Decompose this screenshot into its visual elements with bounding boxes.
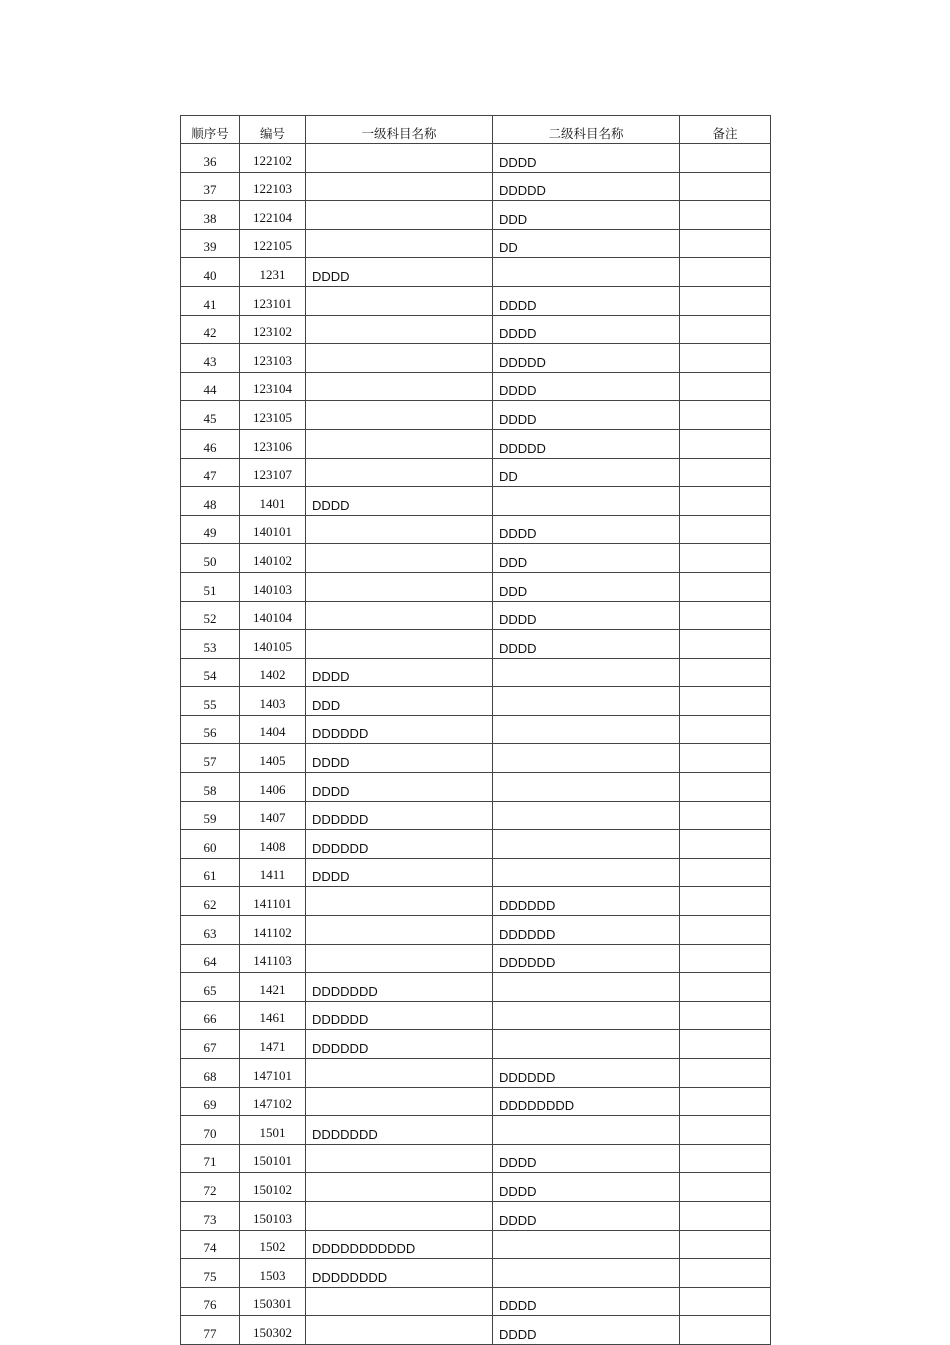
- level1-name-cell: DDDD: [306, 658, 493, 687]
- seq-cell: 76: [181, 1287, 240, 1316]
- note-cell: [680, 1030, 771, 1059]
- code-cell: 1411: [240, 858, 306, 887]
- note-cell: [680, 773, 771, 802]
- code-cell: 1231: [240, 258, 306, 287]
- seq-cell: 73: [181, 1201, 240, 1230]
- level2-name-cell: DDD: [493, 544, 680, 573]
- table-row: [181, 773, 771, 802]
- level1-name-cell: DDDD: [306, 487, 493, 516]
- level1-name-cell: [306, 544, 493, 573]
- table-row: [181, 887, 771, 916]
- level2-name-cell: DDDD: [493, 1316, 680, 1345]
- table-row: [181, 1030, 771, 1059]
- note-cell: [680, 372, 771, 401]
- level2-name-cell: DDDDD: [493, 429, 680, 458]
- level2-name-cell: DDDD: [493, 1287, 680, 1316]
- level2-name-cell: DDDDD: [493, 172, 680, 201]
- note-cell: [680, 887, 771, 916]
- table-row: [181, 1259, 771, 1288]
- note-cell: [680, 229, 771, 258]
- note-cell: [680, 1259, 771, 1288]
- code-cell: 1401: [240, 487, 306, 516]
- level2-name-cell: DDDDDD: [493, 1059, 680, 1088]
- level2-name-cell: DDDDDD: [493, 887, 680, 916]
- table-row: [181, 916, 771, 945]
- table-row: [181, 572, 771, 601]
- seq-cell: 64: [181, 944, 240, 973]
- level2-name-cell: DDDDD: [493, 344, 680, 373]
- seq-cell: 56: [181, 715, 240, 744]
- level1-name-cell: DDDD: [306, 773, 493, 802]
- code-cell: 123103: [240, 344, 306, 373]
- level1-name-cell: DDDDDD: [306, 830, 493, 859]
- level1-name-cell: [306, 172, 493, 201]
- seq-cell: 63: [181, 916, 240, 945]
- level1-name-cell: DDDDDDDDDDD: [306, 1230, 493, 1259]
- code-cell: 1408: [240, 830, 306, 859]
- level2-name-cell: DDD: [493, 572, 680, 601]
- table-row: [181, 687, 771, 716]
- note-cell: [680, 1087, 771, 1116]
- seq-cell: 51: [181, 572, 240, 601]
- note-cell: [680, 830, 771, 859]
- level2-name-cell: DDDDDD: [493, 916, 680, 945]
- note-cell: [680, 201, 771, 230]
- seq-cell: 37: [181, 172, 240, 201]
- seq-cell: 49: [181, 515, 240, 544]
- level1-name-cell: [306, 344, 493, 373]
- level1-name-cell: DDDD: [306, 744, 493, 773]
- header-level1-name: 一级科目名称: [306, 116, 493, 144]
- header-note: 备注: [680, 116, 771, 144]
- level1-name-cell: [306, 944, 493, 973]
- note-cell: [680, 344, 771, 373]
- level1-name-cell: [306, 1287, 493, 1316]
- code-cell: 1461: [240, 1001, 306, 1030]
- code-cell: 1503: [240, 1259, 306, 1288]
- seq-cell: 70: [181, 1116, 240, 1145]
- code-cell: 150301: [240, 1287, 306, 1316]
- code-cell: 122104: [240, 201, 306, 230]
- level1-name-cell: [306, 1059, 493, 1088]
- table-row: [181, 744, 771, 773]
- code-cell: 141103: [240, 944, 306, 973]
- code-cell: 123107: [240, 458, 306, 487]
- table-row: [181, 801, 771, 830]
- level2-name-cell: [493, 973, 680, 1002]
- table-row: [181, 1059, 771, 1088]
- code-cell: 150103: [240, 1201, 306, 1230]
- table-row: [181, 258, 771, 287]
- level1-name-cell: [306, 429, 493, 458]
- note-cell: [680, 1001, 771, 1030]
- level2-name-cell: [493, 1116, 680, 1145]
- level2-name-cell: [493, 1030, 680, 1059]
- level2-name-cell: DD: [493, 458, 680, 487]
- level2-name-cell: [493, 487, 680, 516]
- seq-cell: 60: [181, 830, 240, 859]
- level2-name-cell: [493, 658, 680, 687]
- level2-name-cell: DDDD: [493, 286, 680, 315]
- note-cell: [680, 858, 771, 887]
- table-row: [181, 1173, 771, 1202]
- level1-name-cell: [306, 201, 493, 230]
- level1-name-cell: [306, 372, 493, 401]
- level2-name-cell: DDDDDDDD: [493, 1087, 680, 1116]
- code-cell: 123101: [240, 286, 306, 315]
- level1-name-cell: DDDD: [306, 258, 493, 287]
- note-cell: [680, 744, 771, 773]
- code-cell: 140103: [240, 572, 306, 601]
- table-row: [181, 973, 771, 1002]
- code-cell: 147102: [240, 1087, 306, 1116]
- account-table: [180, 115, 771, 1345]
- seq-cell: 74: [181, 1230, 240, 1259]
- level2-name-cell: [493, 258, 680, 287]
- code-cell: 123105: [240, 401, 306, 430]
- note-cell: [680, 1201, 771, 1230]
- table-row: [181, 458, 771, 487]
- header-seq: 顺序号: [181, 116, 240, 144]
- level2-name-cell: [493, 715, 680, 744]
- seq-cell: 41: [181, 286, 240, 315]
- level1-name-cell: [306, 1144, 493, 1173]
- level2-name-cell: DDDD: [493, 601, 680, 630]
- level2-name-cell: DDDD: [493, 372, 680, 401]
- note-cell: [680, 572, 771, 601]
- level1-name-cell: [306, 630, 493, 659]
- level1-name-cell: DDDDDDD: [306, 973, 493, 1002]
- level1-name-cell: [306, 887, 493, 916]
- table-row: [181, 544, 771, 573]
- table-row: [181, 344, 771, 373]
- header-code: 编号: [240, 116, 306, 144]
- level2-name-cell: DDDD: [493, 630, 680, 659]
- table-row: [181, 429, 771, 458]
- code-cell: 140101: [240, 515, 306, 544]
- seq-cell: 69: [181, 1087, 240, 1116]
- code-cell: 1405: [240, 744, 306, 773]
- table-row: [181, 172, 771, 201]
- level2-name-cell: DDDDDD: [493, 944, 680, 973]
- code-cell: 122105: [240, 229, 306, 258]
- seq-cell: 55: [181, 687, 240, 716]
- table-header-row: [181, 116, 771, 144]
- level1-name-cell: [306, 1087, 493, 1116]
- table-row: [181, 830, 771, 859]
- level2-name-cell: DDDD: [493, 315, 680, 344]
- code-cell: 140104: [240, 601, 306, 630]
- seq-cell: 57: [181, 744, 240, 773]
- level2-name-cell: [493, 1259, 680, 1288]
- note-cell: [680, 487, 771, 516]
- level2-name-cell: [493, 801, 680, 830]
- table-row: [181, 1230, 771, 1259]
- seq-cell: 42: [181, 315, 240, 344]
- table-row: [181, 1116, 771, 1145]
- note-cell: [680, 658, 771, 687]
- seq-cell: 48: [181, 487, 240, 516]
- note-cell: [680, 1116, 771, 1145]
- seq-cell: 71: [181, 1144, 240, 1173]
- level1-name-cell: DDDDDD: [306, 1001, 493, 1030]
- level1-name-cell: [306, 401, 493, 430]
- seq-cell: 52: [181, 601, 240, 630]
- table-row: [181, 487, 771, 516]
- table-row: [181, 1201, 771, 1230]
- seq-cell: 77: [181, 1316, 240, 1345]
- note-cell: [680, 429, 771, 458]
- table-row: [181, 1287, 771, 1316]
- level2-name-cell: DDD: [493, 201, 680, 230]
- note-cell: [680, 458, 771, 487]
- seq-cell: 67: [181, 1030, 240, 1059]
- code-cell: 147101: [240, 1059, 306, 1088]
- code-cell: 1407: [240, 801, 306, 830]
- note-cell: [680, 1144, 771, 1173]
- code-cell: 140105: [240, 630, 306, 659]
- table-row: [181, 201, 771, 230]
- account-table-body: [181, 116, 771, 1345]
- note-cell: [680, 687, 771, 716]
- seq-cell: 47: [181, 458, 240, 487]
- level1-name-cell: [306, 916, 493, 945]
- code-cell: 123104: [240, 372, 306, 401]
- code-cell: 1402: [240, 658, 306, 687]
- level1-name-cell: DDD: [306, 687, 493, 716]
- seq-cell: 66: [181, 1001, 240, 1030]
- note-cell: [680, 601, 771, 630]
- code-cell: 150102: [240, 1173, 306, 1202]
- level2-name-cell: [493, 1001, 680, 1030]
- level1-name-cell: [306, 229, 493, 258]
- level2-name-cell: DDDD: [493, 144, 680, 173]
- header-level2-name: 二级科目名称: [493, 116, 680, 144]
- table-row: [181, 630, 771, 659]
- seq-cell: 44: [181, 372, 240, 401]
- level1-name-cell: [306, 1173, 493, 1202]
- seq-cell: 65: [181, 973, 240, 1002]
- level1-name-cell: [306, 515, 493, 544]
- level2-name-cell: [493, 830, 680, 859]
- table-row: [181, 601, 771, 630]
- seq-cell: 46: [181, 429, 240, 458]
- level1-name-cell: DDDDDD: [306, 715, 493, 744]
- level2-name-cell: DDDD: [493, 1173, 680, 1202]
- level1-name-cell: [306, 315, 493, 344]
- code-cell: 122102: [240, 144, 306, 173]
- code-cell: 1471: [240, 1030, 306, 1059]
- code-cell: 140102: [240, 544, 306, 573]
- note-cell: [680, 172, 771, 201]
- level2-name-cell: DDDD: [493, 1144, 680, 1173]
- level1-name-cell: [306, 1201, 493, 1230]
- seq-cell: 45: [181, 401, 240, 430]
- table-row: [181, 515, 771, 544]
- note-cell: [680, 973, 771, 1002]
- seq-cell: 43: [181, 344, 240, 373]
- note-cell: [680, 1316, 771, 1345]
- code-cell: 1403: [240, 687, 306, 716]
- note-cell: [680, 715, 771, 744]
- level2-name-cell: [493, 744, 680, 773]
- level2-name-cell: [493, 858, 680, 887]
- seq-cell: 53: [181, 630, 240, 659]
- table-row: [181, 315, 771, 344]
- note-cell: [680, 1287, 771, 1316]
- note-cell: [680, 630, 771, 659]
- note-cell: [680, 1230, 771, 1259]
- note-cell: [680, 801, 771, 830]
- table-row: [181, 401, 771, 430]
- level1-name-cell: [306, 286, 493, 315]
- code-cell: 1501: [240, 1116, 306, 1145]
- code-cell: 150302: [240, 1316, 306, 1345]
- seq-cell: 58: [181, 773, 240, 802]
- level1-name-cell: [306, 1316, 493, 1345]
- level2-name-cell: [493, 773, 680, 802]
- note-cell: [680, 315, 771, 344]
- table-row: [181, 944, 771, 973]
- seq-cell: 61: [181, 858, 240, 887]
- seq-cell: 54: [181, 658, 240, 687]
- code-cell: 1421: [240, 973, 306, 1002]
- note-cell: [680, 286, 771, 315]
- table-row: [181, 1001, 771, 1030]
- table-row: [181, 229, 771, 258]
- code-cell: 1502: [240, 1230, 306, 1259]
- level1-name-cell: [306, 601, 493, 630]
- table-row: [181, 144, 771, 173]
- seq-cell: 75: [181, 1259, 240, 1288]
- level2-name-cell: DDDD: [493, 401, 680, 430]
- table-row: [181, 1144, 771, 1173]
- level2-name-cell: DDDD: [493, 1201, 680, 1230]
- seq-cell: 68: [181, 1059, 240, 1088]
- seq-cell: 40: [181, 258, 240, 287]
- level1-name-cell: DDDDDD: [306, 1030, 493, 1059]
- code-cell: 123102: [240, 315, 306, 344]
- level1-name-cell: DDDDDDDD: [306, 1259, 493, 1288]
- seq-cell: 72: [181, 1173, 240, 1202]
- code-cell: 122103: [240, 172, 306, 201]
- level1-name-cell: DDDDDD: [306, 801, 493, 830]
- level1-name-cell: DDDD: [306, 858, 493, 887]
- table-row: [181, 1087, 771, 1116]
- table-row: [181, 658, 771, 687]
- code-cell: 1406: [240, 773, 306, 802]
- seq-cell: 36: [181, 144, 240, 173]
- level1-name-cell: [306, 458, 493, 487]
- seq-cell: 50: [181, 544, 240, 573]
- level2-name-cell: DDDD: [493, 515, 680, 544]
- note-cell: [680, 1059, 771, 1088]
- note-cell: [680, 515, 771, 544]
- level2-name-cell: DD: [493, 229, 680, 258]
- note-cell: [680, 258, 771, 287]
- seq-cell: 38: [181, 201, 240, 230]
- code-cell: 141101: [240, 887, 306, 916]
- table-row: [181, 286, 771, 315]
- note-cell: [680, 916, 771, 945]
- level2-name-cell: [493, 1230, 680, 1259]
- note-cell: [680, 144, 771, 173]
- note-cell: [680, 401, 771, 430]
- seq-cell: 39: [181, 229, 240, 258]
- code-cell: 150101: [240, 1144, 306, 1173]
- table-row: [181, 372, 771, 401]
- level1-name-cell: [306, 572, 493, 601]
- table-row: [181, 858, 771, 887]
- note-cell: [680, 1173, 771, 1202]
- code-cell: 1404: [240, 715, 306, 744]
- code-cell: 141102: [240, 916, 306, 945]
- code-cell: 123106: [240, 429, 306, 458]
- note-cell: [680, 944, 771, 973]
- level1-name-cell: DDDDDDD: [306, 1116, 493, 1145]
- note-cell: [680, 544, 771, 573]
- seq-cell: 62: [181, 887, 240, 916]
- table-row: [181, 715, 771, 744]
- level1-name-cell: [306, 144, 493, 173]
- seq-cell: 59: [181, 801, 240, 830]
- table-row: [181, 1316, 771, 1345]
- level2-name-cell: [493, 687, 680, 716]
